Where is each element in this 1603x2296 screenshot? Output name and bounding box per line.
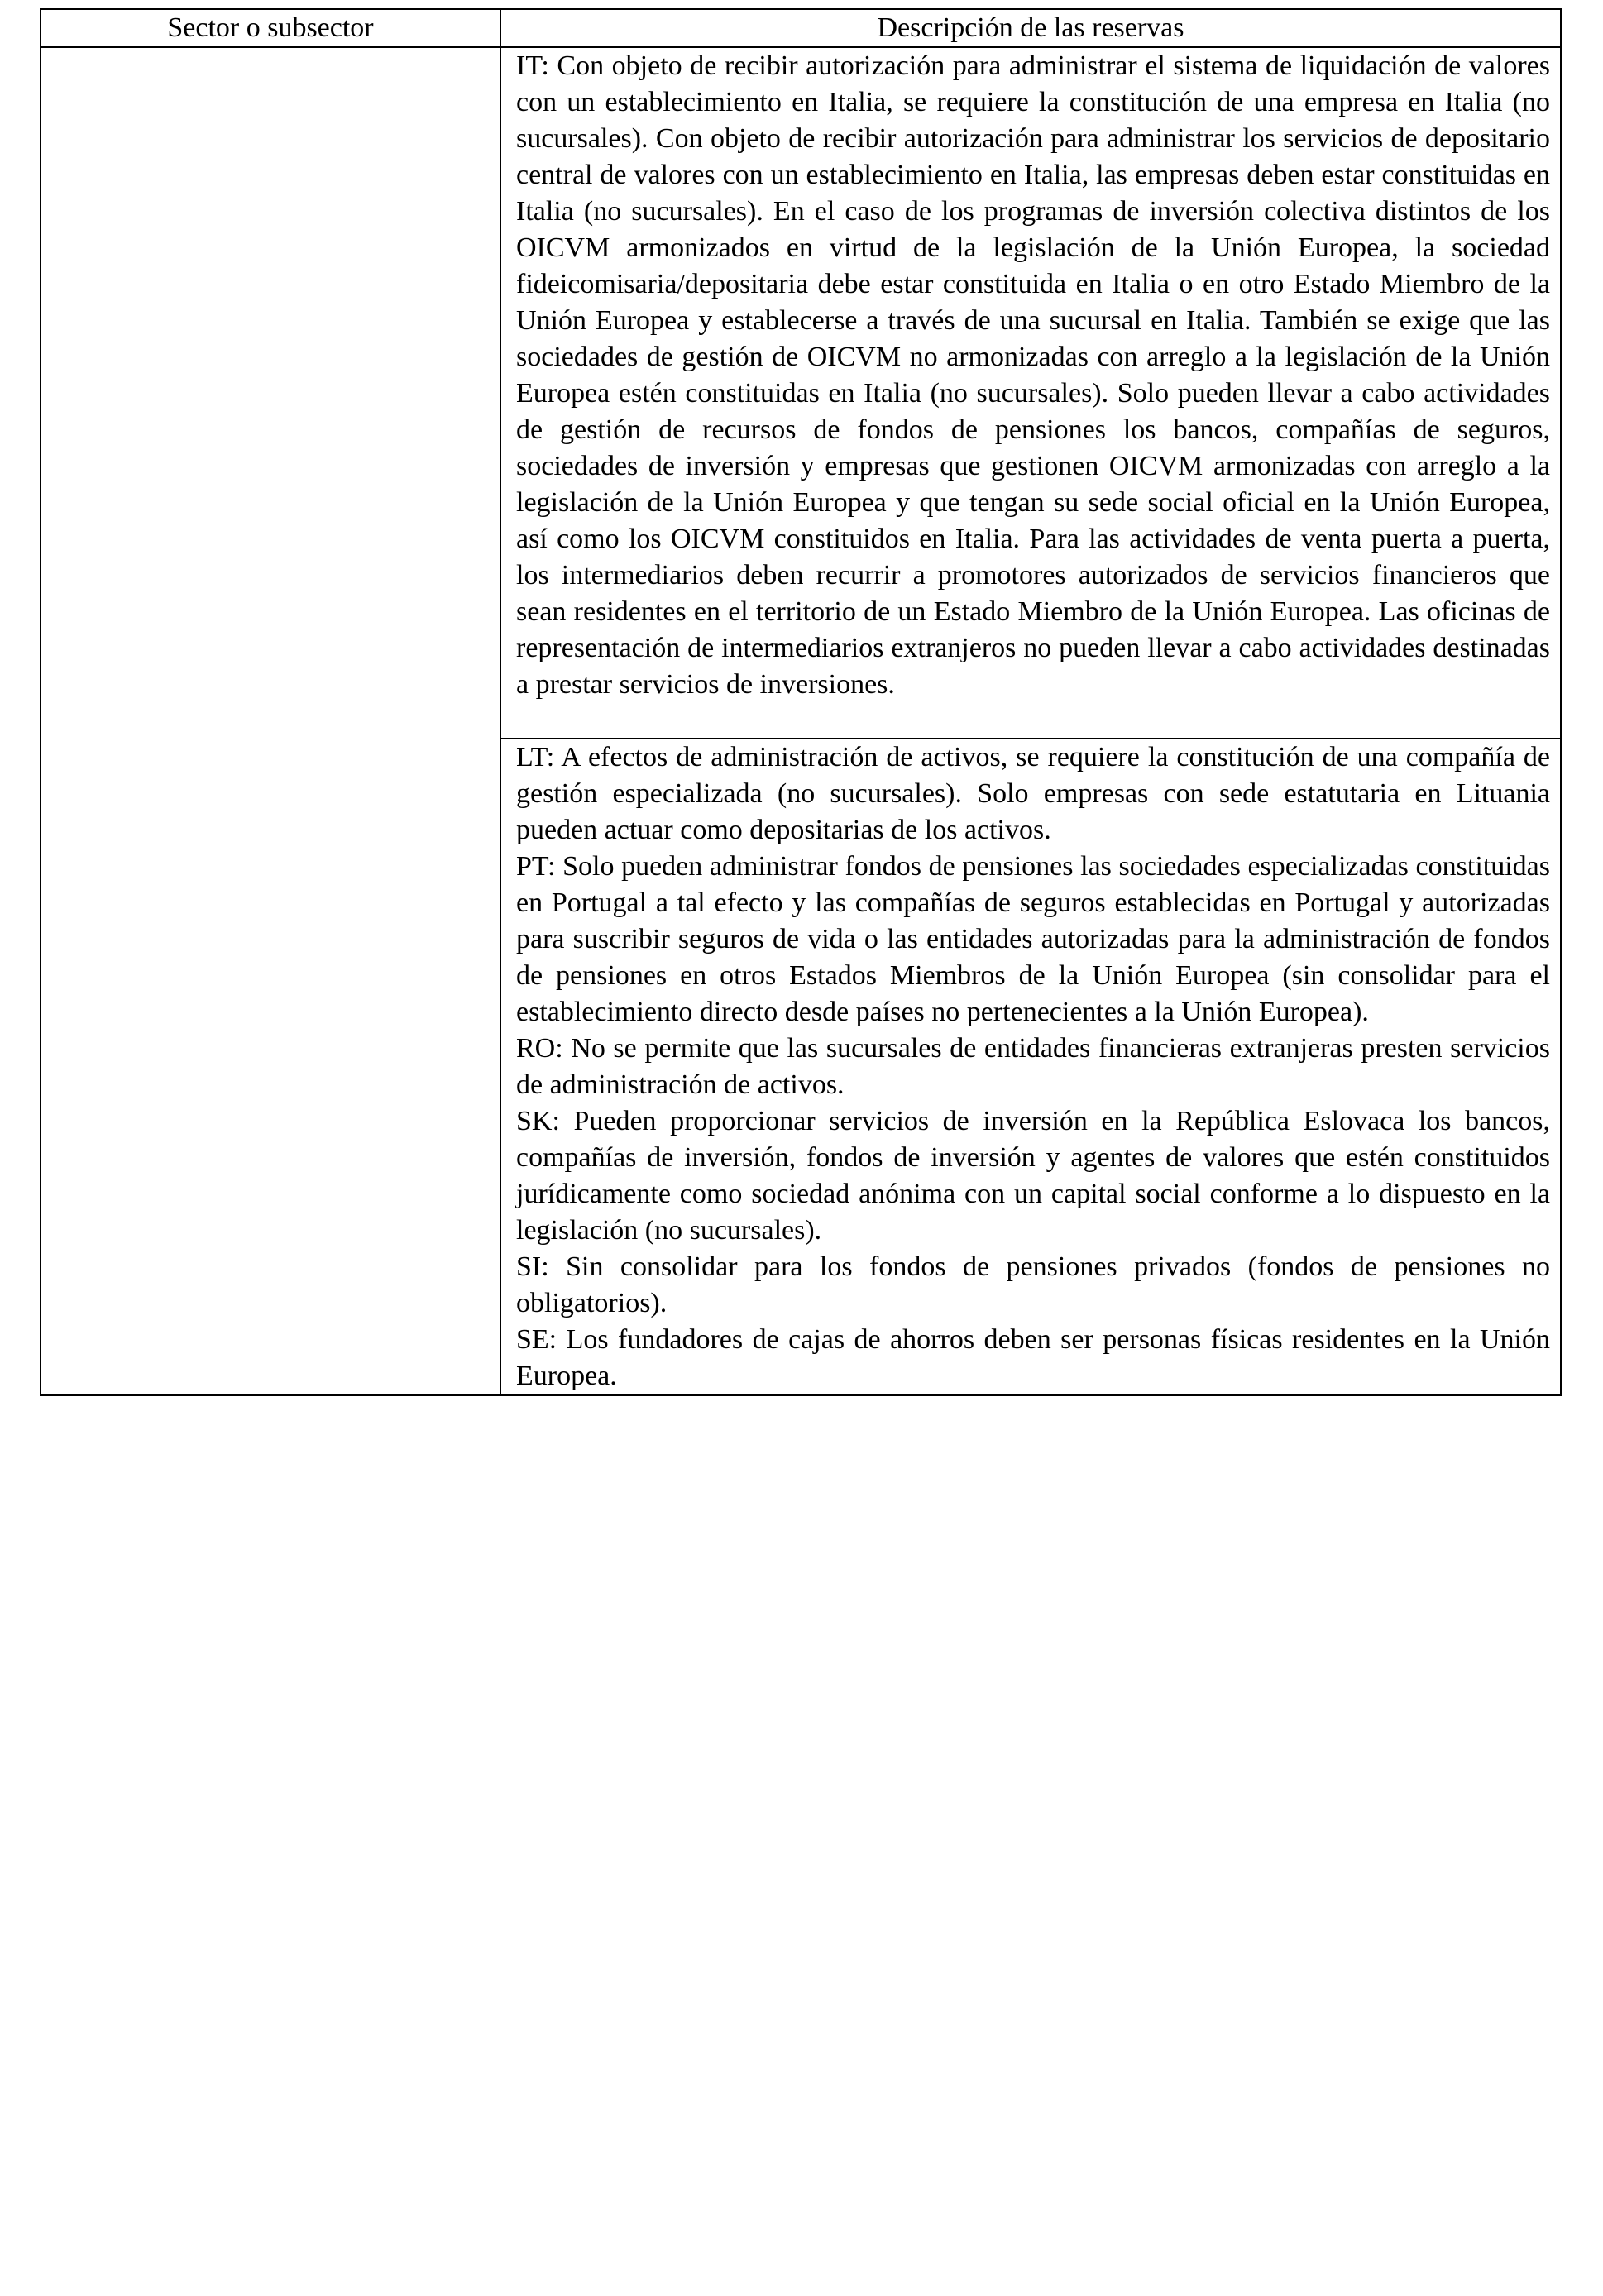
reservation-paragraph-ro: RO: No se permite que las sucursales de entidades financieras extranjeras presten servicios de administración de activos.: [516, 1033, 1550, 1100]
reservation-paragraph-si: SI: Sin consolidar para los fondos de pensiones privados (fondos de pensiones no obligatorios).: [516, 1251, 1550, 1318]
description-cell-it: [500, 47, 1561, 739]
reservation-paragraph-lt: LT: A efectos de administración de activos, se requiere la constitución de una compañía de gestión especializada (no sucursales). Solo empresas con sede estatutaria en Lituania pueden actuar como depositarias de los activos.: [516, 742, 1550, 845]
table-header-row: [41, 9, 1561, 47]
header-sector: Sector o subsector: [41, 9, 500, 47]
reservation-paragraph-pt: PT: Solo pueden administrar fondos de pensiones las sociedades especializadas constituidas en Portugal a tal efecto y las compañías de seguros establecidas en Portugal y autorizadas para suscribir seguros de vida o las entidades autorizadas para la administración de fondos de pensiones en otros Estados Miembros de la Unión Europea (sin consolidar para el establecimiento directo desde países no pertenecientes a la Unión Europea).: [516, 851, 1550, 1027]
header-description: Descripción de las reservas: [500, 9, 1561, 47]
reservations-table: [40, 8, 1562, 1396]
description-cell-others: [500, 739, 1561, 1395]
reservation-paragraph-se: SE: Los fundadores de cajas de ahorros deben ser personas físicas residentes en la Unión Europea.: [516, 1324, 1550, 1391]
sector-cell: [41, 47, 500, 1395]
table-row: [41, 47, 1561, 739]
reservation-paragraph-it: IT: Con objeto de recibir autorización para administrar el sistema de liquidación de valores con un establecimiento en Italia, se requiere la constitución de una empresa en Italia (no sucursales). Con objeto de recibir autorización para administrar los servicios de depositario central de valores con un establecimiento en Italia, las empresas deben estar constituidas en Italia (no sucursales). En el caso de los programas de inversión colectiva distintos de los OICVM armonizados en virtud de la legislación de la Unión Europea, la sociedad fideicomisaria/depositaria debe estar constituida en Italia o en otro Estado Miembro de la Unión Europea y establecerse a través de una sucursal en Italia. También se exige que las sociedades de gestión de OICVM no armonizadas con arreglo a la legislación de la Unión Europea estén constituidas en Italia (no sucursales). Solo pueden llevar a cabo actividades de gestión de recursos de fondos de pensiones los bancos, compañías de seguros, sociedades de inversión y empresas que gestionen OICVM armonizadas con arreglo a la legislación de la Unión Europea y que tengan su sede social oficial en la Unión Europea, así como los OICVM constituidos en Italia. Para las actividades de venta puerta a puerta, los intermediarios deben recurrir a promotores autorizados de servicios financieros que sean residentes en el territorio de un Estado Miembro de la Unión Europea. Las oficinas de representación de intermediarios extranjeros no pueden llevar a cabo actividades destinadas a prestar servicios de inversiones.: [516, 50, 1550, 700]
reservation-paragraph-sk: SK: Pueden proporcionar servicios de inversión en la República Eslovaca los bancos, compañías de inversión, fondos de inversión y agentes de valores que estén constituidos jurídicamente como sociedad anónima con un capital social conforme a lo dispuesto en la legislación (no sucursales).: [516, 1106, 1550, 1246]
